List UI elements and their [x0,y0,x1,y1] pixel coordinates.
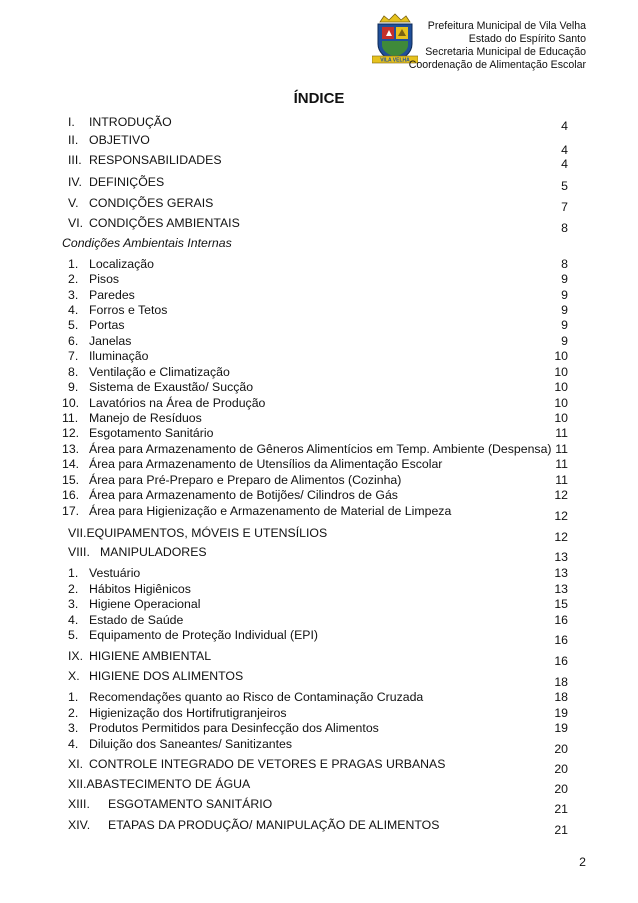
toc-label: Recomendações quanto ao Risco de Contaminação Cruzada [89,690,424,704]
toc-page: 8 [561,257,568,271]
toc-label: Higienização dos Hortifrutigranjeiros [89,706,287,720]
toc-label: INTRODUÇÃO [89,115,172,129]
toc-page: 13 [554,582,568,596]
toc-page: 18 [554,690,568,704]
toc-label: MANIPULADORES [100,545,207,559]
toc-page: 20 [554,762,568,776]
toc-page: 16 [554,633,568,647]
toc-page: 20 [554,742,568,756]
toc-number: 2. [68,272,79,286]
toc-page: 10 [554,411,568,425]
header-line-2: Estado do Espírito Santo [468,33,586,45]
toc-number: 1. [68,566,79,580]
toc-number: 12. [62,426,80,440]
toc-label: Produtos Permitidos para Desinfecção dos Alimentos [89,721,379,735]
toc-page: 12 [554,530,568,544]
toc-entry[interactable]: XII.ABASTECIMENTO DE ÁGUA [68,777,251,791]
toc-number: XIII. [68,797,90,811]
toc-number: 3. [68,597,79,611]
toc-label: ETAPAS DA PRODUÇÃO/ MANIPULAÇÃO DE ALIMENTOS [108,818,440,832]
toc-page: 10 [554,349,568,363]
toc-page: 20 [554,782,568,796]
page-title: ÍNDICE [293,90,345,107]
toc-page: 11 [555,473,568,487]
toc-number: 7. [68,349,79,363]
toc-page: 11 [555,426,568,440]
toc-page: 10 [554,365,568,379]
toc-number: 5. [68,318,79,332]
toc-number: VIII. [68,545,90,559]
toc-label: HIGIENE DOS ALIMENTOS [89,669,244,683]
toc-number: 6. [68,334,79,348]
toc-number: XIV. [68,818,91,832]
toc-number: 2. [68,706,79,720]
toc-label: Higiene Operacional [89,597,201,611]
toc-page: 18 [554,675,568,689]
header-line-1: Prefeitura Municipal de Vila Velha [427,20,586,32]
toc-label: CONTROLE INTEGRADO DE VETORES E PRAGAS URBANAS [89,757,446,771]
toc-label: Equipamento de Proteção Individual (EPI) [89,628,318,642]
toc-label: Área para Armazenamento de Utensílios da Alimentação Escolar [89,457,443,471]
toc-page: 16 [554,654,568,668]
toc-label: Área para Armazenamento de Gêneros Alimentícios em Temp. Ambiente (Despensa) [89,442,552,456]
toc-label: CONDIÇÕES GERAIS [89,196,214,210]
toc-number: 10. [62,396,80,410]
toc-label: Área para Higienização e Armazenamento de Material de Limpeza [89,504,452,518]
toc-label: Manejo de Resíduos [89,411,202,425]
toc-label: HIGIENE AMBIENTAL [89,649,212,663]
crest-text: VILA VELHA [380,57,410,64]
toc-page: 7 [561,200,568,214]
toc-label: Ventilação e Climatização [89,365,230,379]
toc-page: 19 [554,706,568,720]
toc-page: 11 [555,442,568,456]
header-line-4: Coordenação de Alimentação Escolar [408,59,586,71]
toc-number: 14. [62,457,80,471]
toc-number: 13. [62,442,80,456]
toc-label: DEFINIÇÕES [89,175,165,189]
toc-label: CONDIÇÕES AMBIENTAIS [89,216,240,230]
toc-label: Área para Pré-Preparo e Preparo de Alimentos (Cozinha) [89,473,402,487]
toc-entry[interactable]: VII.EQUIPAMENTOS, MÓVEIS E UTENSÍLIOS [68,526,328,540]
toc-page: 5 [561,179,568,193]
toc-page: 9 [561,334,568,348]
toc-number: 2. [68,582,79,596]
toc-page: 21 [554,802,568,816]
toc-number: V. [68,196,79,210]
toc-number: XI. [68,757,84,771]
toc-label: Hábitos Higiênicos [89,582,191,596]
toc-number: III. [68,153,82,167]
toc-page: 12 [554,488,568,502]
toc-label: Portas [89,318,125,332]
toc-label: Janelas [89,334,132,348]
toc-label: Paredes [89,288,135,302]
toc-number: IX. [68,649,84,663]
toc-number: 1. [68,690,79,704]
toc-number: 3. [68,721,79,735]
toc-number: 8. [68,365,79,379]
toc-page: 4 [561,157,568,171]
toc-number: 1. [68,257,79,271]
toc-number: 4. [68,737,79,751]
toc-page: 9 [561,303,568,317]
toc-label: Diluição dos Saneantes/ Sanitizantes [89,737,293,751]
toc-label: RESPONSABILIDADES [89,153,222,167]
toc-number: 11. [62,411,79,425]
toc-label: Esgotamento Sanitário [89,426,214,440]
toc-number: 3. [68,288,79,302]
toc-label: Sistema de Exaustão/ Sucção [89,380,254,394]
toc-number: 15. [62,473,80,487]
toc-page: 13 [554,566,568,580]
header-line-3: Secretaria Municipal de Educação [425,46,586,58]
toc-number: X. [68,669,80,683]
toc-number: 4. [68,613,79,627]
toc-page: 9 [561,272,568,286]
toc-label: Iluminação [89,349,149,363]
toc-page: 16 [554,613,568,627]
toc-page: 4 [561,119,568,133]
toc-label: Área para Armazenamento de Botijões/ Cilindros de Gás [89,488,398,502]
toc-number: IV. [68,175,82,189]
toc-label: OBJETIVO [89,133,150,147]
toc-page: 19 [554,721,568,735]
toc-page: 10 [554,396,568,410]
toc-number: VI. [68,216,84,230]
toc-page: 21 [554,823,568,837]
toc-page: 8 [561,221,568,235]
toc-number: 9. [68,380,79,394]
page-number: 2 [579,855,586,869]
toc-page: 9 [561,288,568,302]
toc-page: 9 [561,318,568,332]
vila-velha-crest-icon [372,12,418,64]
toc-page: 12 [554,509,568,523]
toc-page: 15 [554,597,568,611]
toc-number: 5. [68,628,79,642]
toc-number: 17. [62,504,80,518]
toc-number: 4. [68,303,79,317]
toc-page: 11 [555,457,568,471]
toc-label: Lavatórios na Área de Produção [89,396,266,410]
toc-subheading: Condições Ambientais Internas [62,236,232,250]
toc-label: Estado de Saúde [89,613,184,627]
toc-label: Forros e Tetos [89,303,168,317]
toc-page: 10 [554,380,568,394]
toc-page: 4 [561,143,568,157]
toc-label: Vestuário [89,566,141,580]
toc-label: ESGOTAMENTO SANITÁRIO [108,797,273,811]
toc-number: I. [68,115,75,129]
toc-number: 16. [62,488,80,502]
toc-label: Pisos [89,272,120,286]
toc-label: Localização [89,257,154,271]
toc-page: 13 [554,550,568,564]
toc-number: II. [68,133,79,147]
